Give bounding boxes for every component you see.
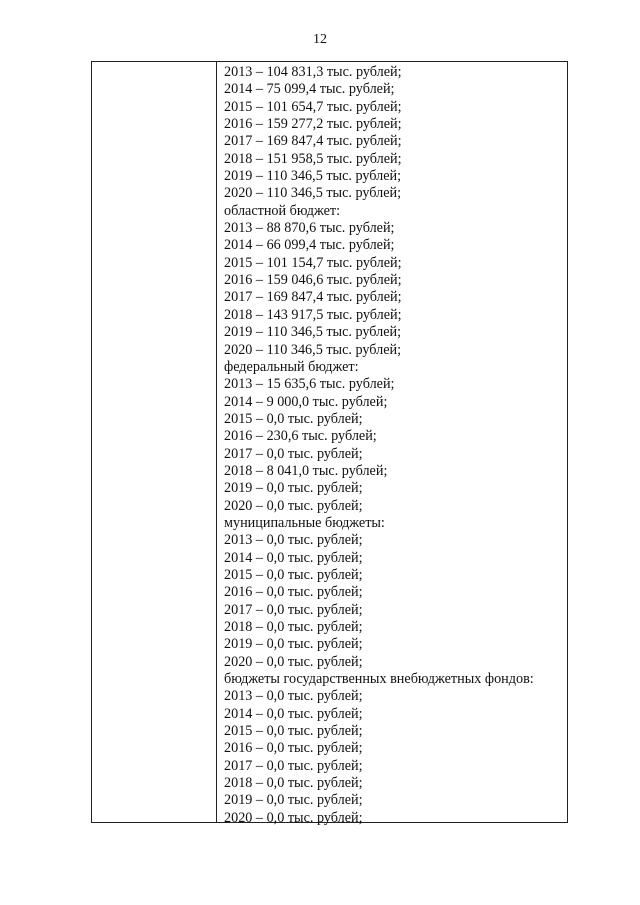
table-line: муниципальные бюджеты: xyxy=(224,514,385,531)
table-line: 2017 – 0,0 тыс. рублей; xyxy=(224,601,363,618)
table-line: 2014 – 75 099,4 тыс. рублей; xyxy=(224,81,395,98)
table-line: 2019 – 0,0 тыс. рублей; xyxy=(224,792,363,809)
table-line: 2013 – 0,0 тыс. рублей; xyxy=(224,532,363,549)
table-left-cell xyxy=(92,62,217,822)
table-line: 2019 – 110 346,5 тыс. рублей; xyxy=(224,168,402,185)
table-line: 2013 – 0,0 тыс. рублей; xyxy=(224,688,363,705)
table-right-cell xyxy=(224,64,563,826)
table-line: 2015 – 0,0 тыс. рублей; xyxy=(224,566,363,583)
table-line: 2014 – 66 099,4 тыс. рублей; xyxy=(224,237,395,254)
table-line: 2015 – 101 154,7 тыс. рублей; xyxy=(224,254,402,271)
table-line: 2016 – 230,6 тыс. рублей; xyxy=(224,428,377,445)
table-line: 2017 – 169 847,4 тыс. рублей; xyxy=(224,133,402,150)
table-line: 2020 – 0,0 тыс. рублей; xyxy=(224,809,363,826)
table-line: 2017 – 0,0 тыс. рублей; xyxy=(224,445,363,462)
table-line: 2013 – 15 635,6 тыс. рублей; xyxy=(224,376,395,393)
table-line: 2016 – 159 277,2 тыс. рублей; xyxy=(224,116,402,133)
table-line: 2013 – 88 870,6 тыс. рублей; xyxy=(224,220,395,237)
table-line: 2014 – 0,0 тыс. рублей; xyxy=(224,549,363,566)
table-line: 2017 – 169 847,4 тыс. рублей; xyxy=(224,289,402,306)
page-number: 12 xyxy=(313,32,327,47)
table-line: 2018 – 0,0 тыс. рублей; xyxy=(224,775,363,792)
table-line: 2018 – 0,0 тыс. рублей; xyxy=(224,619,363,635)
table-line: 2020 – 110 346,5 тыс. рублей; xyxy=(224,185,402,202)
funding-table xyxy=(91,61,568,826)
table-line: 2019 – 0,0 тыс. рублей; xyxy=(224,480,363,497)
table-line: 2015 – 0,0 тыс. рублей; xyxy=(224,723,363,740)
table-line: 2020 – 0,0 тыс. рублей; xyxy=(224,497,363,514)
table-line: 2014 – 0,0 тыс. рублей; xyxy=(224,705,363,722)
table-line: 2019 – 0,0 тыс. рублей; xyxy=(224,636,363,653)
table-line: 2016 – 159 046,6 тыс. рублей; xyxy=(224,272,402,289)
table-line: 2015 – 0,0 тыс. рублей; xyxy=(224,410,363,427)
table-line: 2016 – 0,0 тыс. рублей; xyxy=(224,740,363,757)
table-line: бюджеты государственных внебюджетных фондов: xyxy=(224,671,534,688)
table-line: 2013 – 104 831,3 тыс. рублей; xyxy=(224,64,402,80)
table-line: 2020 – 0,0 тыс. рублей; xyxy=(224,653,363,670)
table-line: 2018 – 143 917,5 тыс. рублей; xyxy=(224,306,402,323)
table-line: 2018 – 8 041,0 тыс. рублей; xyxy=(224,462,388,479)
table-line: 2017 – 0,0 тыс. рублей; xyxy=(224,757,363,774)
table-line: федеральный бюджет: xyxy=(224,358,359,375)
table-line: 2014 – 9 000,0 тыс. рублей; xyxy=(224,393,388,410)
table-line: 2015 – 101 654,7 тыс. рублей; xyxy=(224,98,402,115)
table-line: областной бюджет: xyxy=(224,202,341,219)
table-line: 2016 – 0,0 тыс. рублей; xyxy=(224,584,363,601)
table-line: 2018 – 151 958,5 тыс. рублей; xyxy=(224,150,402,167)
table-line: 2019 – 110 346,5 тыс. рублей; xyxy=(224,324,402,341)
table-line: 2020 – 110 346,5 тыс. рублей; xyxy=(224,341,402,358)
